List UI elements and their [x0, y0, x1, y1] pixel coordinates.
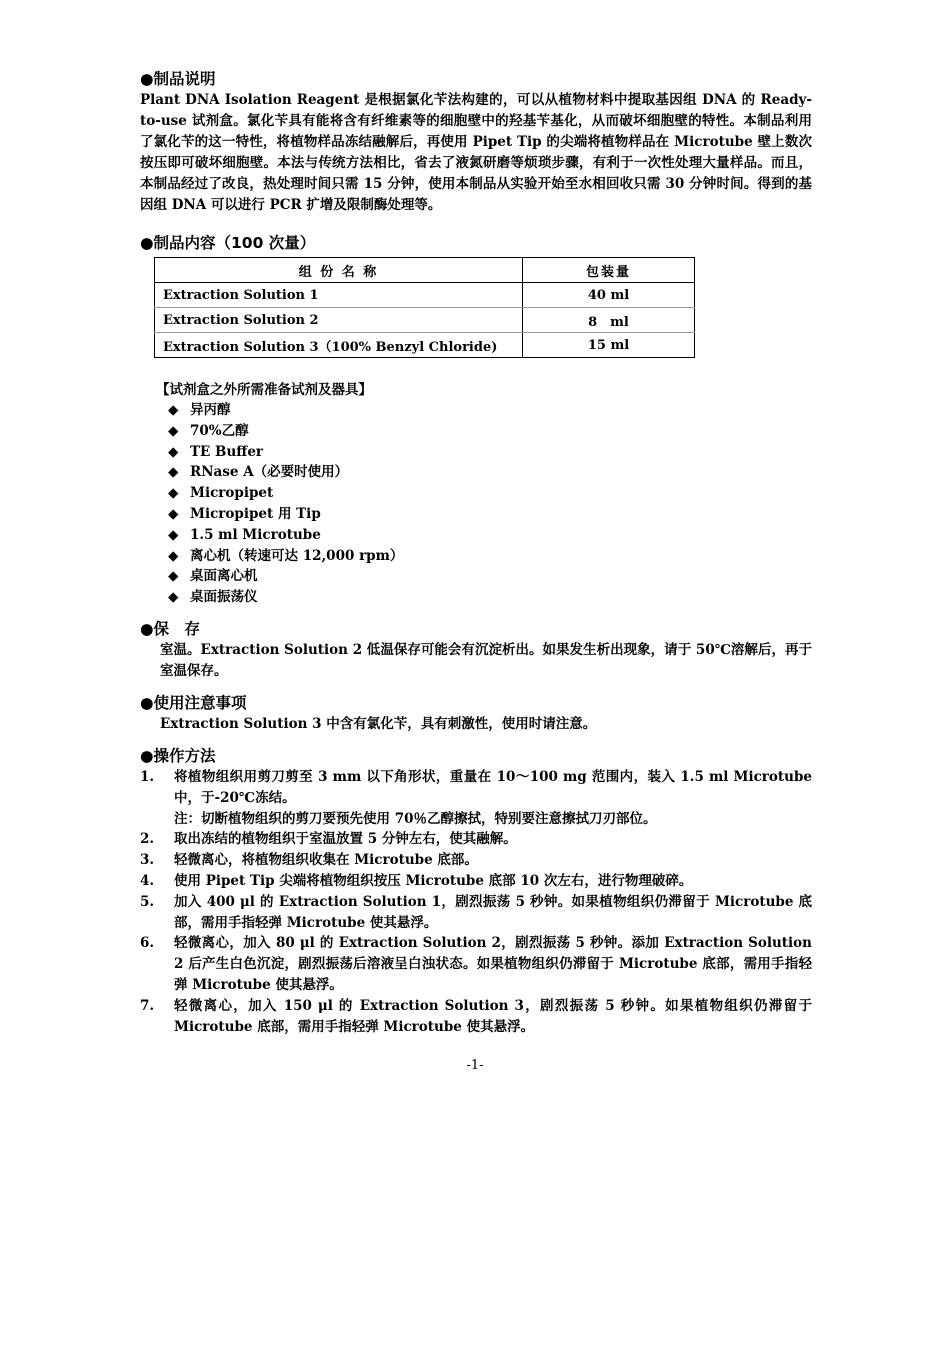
list-item: ◆ RNase A（必要时使用） [168, 462, 812, 483]
component-name-header: 组 份 名 称 [155, 258, 523, 283]
component-name-cell: Extraction Solution 2 [155, 308, 523, 333]
component-name-cell: Extraction Solution 3（100% Benzyl Chloride) [155, 333, 523, 358]
diamond-bullet-icon: ◆ [168, 589, 179, 606]
list-item: ◆ 异丙醇 [168, 400, 812, 421]
step-number: 1. [140, 768, 155, 785]
table-header-row [155, 258, 695, 283]
list-item: ◆ TE Buffer [168, 442, 812, 463]
component-name-cell: Extraction Solution 1 [155, 283, 523, 308]
step-number: 7. [140, 997, 155, 1014]
list-item [140, 850, 812, 871]
step-number: 2. [140, 831, 155, 848]
storage-paragraph: 室温。Extraction Solution 2 低温保存可能会有沉淀析出。如果发生析出现象，请于 50℃溶解后，再于室温保存。 [160, 641, 812, 679]
page-number: -1- [466, 1058, 484, 1073]
caution-heading: ●使用注意事项 [140, 693, 247, 712]
diamond-bullet-icon: ◆ [168, 485, 179, 502]
list-item: ◆ Micropipet [168, 483, 812, 504]
list-item: ◆ 桌面离心机 [168, 566, 812, 587]
diamond-bullet-icon: ◆ [168, 443, 179, 460]
package-amount-header: 包装量 [523, 258, 695, 283]
step-number: 5. [140, 893, 155, 910]
contents-heading: ●制品内容（100 次量） [140, 234, 316, 252]
step-note: 注：切断植物组织的剪刀要预先使用 70％乙醇擦拭，特别要注意擦拭刀刃部位。 [174, 810, 657, 827]
step-text: 轻微离心，将植物组织收集在 Microtube 底部。 [174, 852, 478, 869]
package-amount-cell: 15 ml [523, 333, 695, 358]
step-text: 使用 Pipet Tip 尖端将植物组织按压 Microtube 底部 10 次左右，进行物理破碎。 [174, 872, 693, 889]
diamond-bullet-icon: ◆ [168, 568, 179, 585]
diamond-bullet-icon: ◆ [168, 402, 179, 418]
list-item [140, 892, 812, 934]
list-item: ◆ 1.5 ml Microtube [168, 525, 812, 546]
step-number: 3. [140, 852, 155, 869]
list-item [140, 829, 812, 850]
intro-paragraph: Plant DNA Isolation Reagent 是根据氯化苄法构建的，可以从植物材料中提取基因组 DNA 的 Ready-to-use 试剂盒。氯化苄具有能将含有纤维素等的细胞壁中的羟基苄基化，从而破坏细胞壁的特性。本制品利用了氯化苄的这一特性，将植物样品冻结融解后，再使用 Pipet Tip 的尖端将植物样品在 Microtube 壁上数次按压即可破坏细胞壁。本法与传统方法相比，省去了液氮研磨等烦琐步骤，有利于一次性处理大量样品。而且，本制品经过了改良，热处理时间只需 15 分钟，使用本制品从实验开始至水相回收只需 30 分钟时间。得到的基因组 DNA 可以进行 PCR 扩增及限制酶处理等。 [140, 92, 812, 213]
table-row [155, 308, 695, 333]
list-item: ◆ 桌面振荡仪 [168, 587, 812, 608]
step-number: 4. [140, 872, 155, 889]
diamond-bullet-icon: ◆ [168, 526, 179, 543]
list-item [140, 767, 812, 809]
diamond-bullet-icon: ◆ [168, 505, 179, 522]
method-steps-continued [140, 829, 812, 1037]
list-item: ◆ 70%乙醇 [168, 421, 812, 442]
method-heading: ●操作方法 [140, 746, 216, 765]
method-steps [140, 767, 812, 809]
diamond-bullet-icon: ◆ [168, 422, 179, 439]
diamond-bullet-icon: ◆ [168, 547, 179, 564]
package-amount-cell: 8 ml [523, 308, 695, 333]
list-item [140, 933, 812, 995]
step-number: 6. [140, 935, 155, 952]
step-text: 加入 400 μl 的 Extraction Solution 1，剧烈振荡 5 秒钟。如果植物组织仍滞留于 Microtube 底部，需用手指轻弹 Microtube 使其悬浮。 [174, 893, 812, 931]
step-text: 取出冻结的植物组织于室温放置 5 分钟左右，使其融解。 [174, 831, 517, 848]
package-amount-cell: 40 ml [523, 283, 695, 308]
table-row [155, 333, 695, 358]
diamond-bullet-icon: ◆ [168, 464, 179, 481]
table-row [155, 283, 695, 308]
document-page [140, 68, 812, 1037]
list-item [140, 871, 812, 892]
step-text: 轻微离心，加入 80 μl 的 Extraction Solution 2，剧烈振荡 5 秒钟。添加 Extraction Solution 2 后产生白色沉淀，剧烈振荡后溶液呈白浊状态。如果植物组织仍滞留于 Microtube 底部，需用手指轻弹 Microtube 使其悬浮。 [174, 935, 812, 993]
requirements-list [140, 400, 812, 608]
intro-heading: ●制品说明 [140, 70, 216, 88]
list-item: ◆ 离心机（转速可达 12,000 rpm） [168, 546, 812, 567]
step-text: 将植物组织用剪刀剪至 3 mm 以下角形状，重量在 10～100 mg 范围内，装入 1.5 ml Microtube 中，于-20℃冻结。 [174, 768, 812, 806]
contents-table [154, 257, 695, 358]
list-item [140, 996, 812, 1038]
storage-heading: ●保 存 [140, 619, 201, 638]
list-item: ◆ Micropipet 用 Tip [168, 504, 812, 525]
caution-paragraph: Extraction Solution 3 中含有氯化苄，具有刺激性，使用时请注意。 [160, 715, 597, 732]
requirements-heading: 【试剂盒之外所需准备试剂及器具】 [156, 382, 372, 398]
step-text: 轻微离心，加入 150 μl 的 Extraction Solution 3，剧烈振荡 5 秒钟。如果植物组织仍滞留于 Microtube 底部，需用手指轻弹 Microtube 使其悬浮。 [174, 997, 812, 1035]
